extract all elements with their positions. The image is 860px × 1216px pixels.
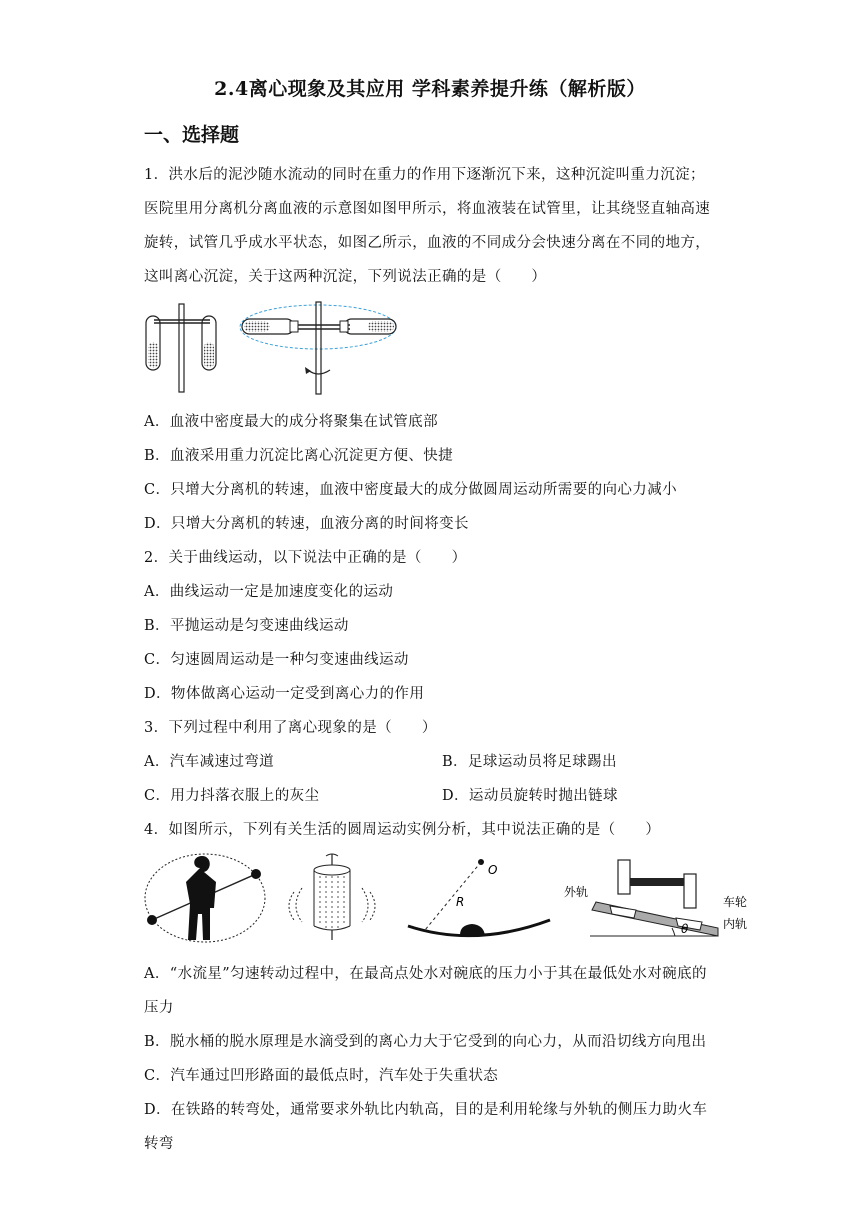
q2-option-d: D．物体做离心运动一定受到离心力的作用 (144, 686, 425, 702)
q2-option-c: C．匀速圆周运动是一种匀变速曲线运动 (144, 652, 409, 668)
q4-option-b: B．脱水桶的脱水原理是水滴受到的离心力大于它受到的向心力，从而沿切线方向甩出 (144, 1034, 707, 1050)
q1-stem-line-1: 1．洪水后的泥沙随水流动的同时在重力的作用下逐渐沉下来，这种沉淀叫重力沉淀； (144, 167, 705, 183)
q4-stem: 4．如图所示，下列有关生活的圆周运动实例分析，其中说法正确的是（ ） (144, 822, 661, 838)
q1-stem-line-2: 医院里用分离机分离血液的示意图如图甲所示，将血液装在试管里，让其绕竖直轴高速 (144, 201, 711, 217)
railway-curve-illustration (564, 860, 747, 936)
q3-stem: 3．下列过程中利用了离心现象的是（ ） (144, 720, 437, 736)
q4-option-d-line-2: 转弯 (144, 1136, 174, 1152)
label-theta: θ (681, 922, 689, 936)
q2-option-a: A．曲线运动一定是加速度变化的运动 (144, 584, 394, 600)
figure-jia-vertical-tubes (146, 304, 216, 392)
concave-road-car-illustration (408, 859, 550, 936)
label-outer-rail: 外轨 (564, 885, 589, 899)
q4-option-c: C．汽车通过凹形路面的最低点时，汽车处于失重状态 (144, 1068, 499, 1084)
q1-option-b: B．血液采用重力沉淀比离心沉淀更方便、快捷 (144, 448, 454, 464)
label-wheel: 车轮 (723, 895, 748, 909)
q4-option-d-line-1: D．在铁路的转弯处，通常要求外轨比内轨高，目的是利用轮缘与外轨的侧压力助火车 (144, 1102, 708, 1118)
q4-option-a-line-1: A．“水流星”匀速转动过程中，在最高点处水对碗底的压力小于其在最低处水对碗底的 (144, 966, 707, 982)
q1-stem-line-4: 这叫离心沉淀，关于这两种沉淀，下列说法正确的是（ ） (144, 269, 547, 285)
q2-option-b: B．平抛运动是匀变速曲线运动 (144, 618, 349, 634)
document-title: 2.4离心现象及其应用 学科素养提升练（解析版） (214, 78, 646, 100)
figure-yi-horizontal-tubes (240, 302, 396, 394)
q3-option-b: B．足球运动员将足球踢出 (442, 754, 617, 770)
spin-dryer-illustration (289, 854, 375, 940)
q1-option-c: C．只增大分离机的转速，血液中密度最大的成分做圆周运动所需要的向心力减小 (144, 482, 677, 498)
label-inner-rail: 内轨 (723, 917, 748, 931)
circular-motion-examples-figure (140, 848, 760, 948)
q4-option-a-line-2: 压力 (144, 1000, 174, 1016)
q3-option-c: C．用力抖落衣服上的灰尘 (144, 788, 320, 804)
centrifuge-figure (140, 298, 420, 398)
label-r: R (456, 895, 465, 909)
q1-option-a: A．血液中密度最大的成分将聚集在试管底部 (144, 414, 438, 430)
q2-stem: 2．关于曲线运动，以下说法中正确的是（ ） (144, 550, 467, 566)
water-meteor-illustration (145, 854, 265, 942)
section-heading: 一、选择题 (144, 124, 240, 146)
q3-option-d: D．运动员旋转时抛出链球 (442, 788, 618, 804)
q3-option-a: A．汽车减速过弯道 (144, 754, 275, 770)
q1-stem-line-3: 旋转，试管几乎成水平状态，如图乙所示，血液的不同成分会快速分离在不同的地方， (144, 235, 711, 251)
q1-option-d: D．只增大分离机的转速，血液分离的时间将变长 (144, 516, 469, 532)
label-o: O (488, 863, 498, 877)
